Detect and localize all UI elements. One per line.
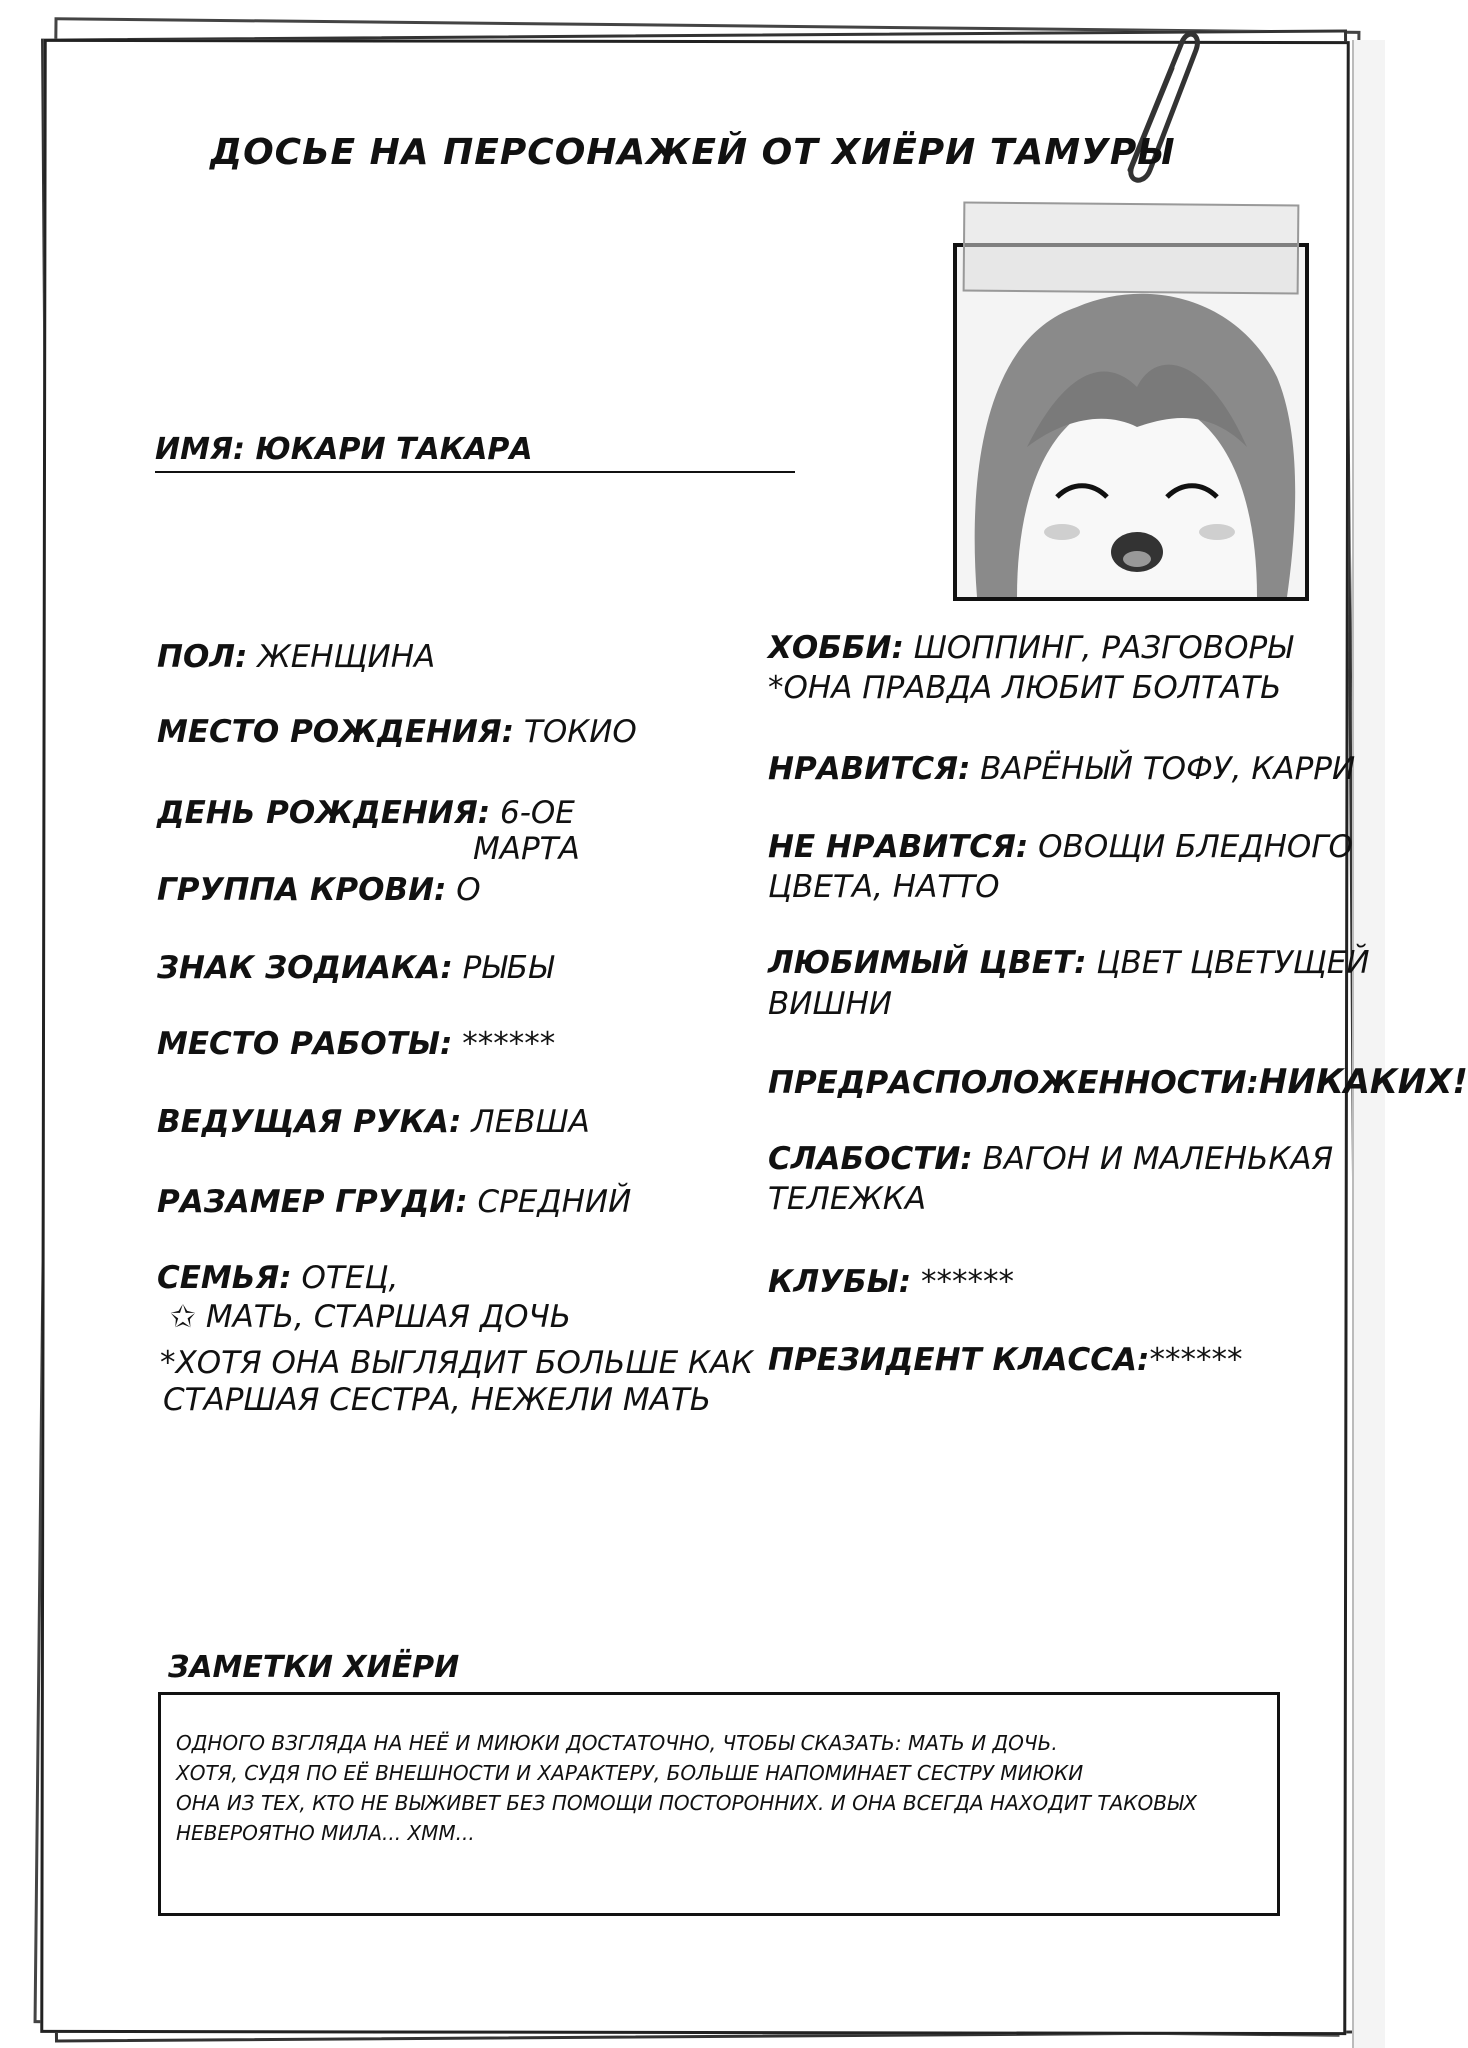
field-dislikes-cont: ЦВЕТА, НАТТО xyxy=(768,869,1000,905)
field-predisposition: ПРЕДРАСПОЛОЖЕННОСТИ:НИКАКИХ! xyxy=(768,1062,1468,1102)
name-field: ИМЯ: ЮКАРИ ТАКАРА xyxy=(155,432,795,473)
field-zodiac: ЗНАК ЗОДИАКА: РЫБЫ xyxy=(157,950,554,986)
field-hobby-note: *ОНА ПРАВДА ЛЮБИТ БОЛТАТЬ xyxy=(768,670,1282,706)
field-work: МЕСТО РАБОТЫ: ****** xyxy=(157,1026,556,1062)
notes-line: ОНА ИЗ ТЕХ, КТО НЕ ВЫЖИВЕТ БЕЗ ПОМОЩИ ПОСТОРОННИХ. И ОНА ВСЕГДА НАХОДИТ ТАКОВЫХ xyxy=(176,1791,1197,1815)
field-gender: ПОЛ: ЖЕНЩИНА xyxy=(157,639,436,675)
field-birthday-cont: МАРТА xyxy=(473,831,580,867)
field-hobby: ХОББИ: ШОППИНГ, РАЗГОВОРЫ xyxy=(768,630,1293,666)
field-likes: НРАВИТСЯ: ВАРЁНЫЙ ТОФУ, КАРРИ xyxy=(768,751,1356,787)
field-birthday: ДЕНЬ РОЖДЕНИЯ: 6-ОЕ xyxy=(157,795,575,831)
field-breast: РАЗАМЕР ГРУДИ: СРЕДНИЙ xyxy=(157,1184,632,1220)
field-birthplace: МЕСТО РОЖДЕНИЯ: ТОКИО xyxy=(157,714,637,750)
notes-heading: ЗАМЕТКИ ХИЁРИ xyxy=(168,1650,460,1685)
field-president: ПРЕЗИДЕНТ КЛАССА:****** xyxy=(768,1342,1243,1378)
field-color: ЛЮБИМЫЙ ЦВЕТ: ЦВЕТ ЦВЕТУЩЕЙ xyxy=(768,945,1370,981)
field-dislikes: НЕ НРАВИТСЯ: ОВОЩИ БЛЕДНОГО xyxy=(768,829,1353,865)
field-clubs: КЛУБЫ: ****** xyxy=(768,1264,1014,1300)
notes-line: ХОТЯ, СУДЯ ПО ЕЁ ВНЕШНОСТИ И ХАРАКТЕРУ, БОЛЬШЕ НАПОМИНАЕТ СЕСТРУ МИЮКИ xyxy=(176,1761,1084,1785)
field-family: СЕМЬЯ: ОТЕЦ, xyxy=(157,1260,399,1296)
field-weakness: СЛАБОСТИ: ВАГОН И МАЛЕНЬКАЯ xyxy=(768,1141,1334,1177)
star-icon: ✩ xyxy=(170,1299,196,1335)
tape-strip xyxy=(963,202,1300,295)
character-portrait xyxy=(953,243,1309,601)
field-family-note2: СТАРШАЯ СЕСТРА, НЕЖЕЛИ МАТЬ xyxy=(163,1382,712,1418)
field-color-cont: ВИШНИ xyxy=(768,986,893,1022)
field-weakness-cont: ТЕЛЕЖКА xyxy=(768,1181,927,1217)
notes-line: НЕВЕРОЯТНО МИЛА... ХММ... xyxy=(176,1821,475,1845)
field-hand: ВЕДУЩАЯ РУКА: ЛЕВША xyxy=(157,1104,590,1140)
binding-edge xyxy=(1352,40,1385,2048)
field-family-note1: *ХОТЯ ОНА ВЫГЛЯДИТ БОЛЬШЕ КАК xyxy=(160,1345,754,1381)
page-title: ДОСЬЕ НА ПЕРСОНАЖЕЙ ОТ ХИЁРИ ТАМУРЫ xyxy=(210,132,1176,173)
chibi-face-image xyxy=(957,247,1305,597)
field-family-line2: ✩ МАТЬ, СТАРШАЯ ДОЧЬ xyxy=(170,1299,572,1335)
notes-box xyxy=(158,1692,1280,1916)
field-blood: ГРУППА КРОВИ: О xyxy=(157,872,481,908)
notes-line: ОДНОГО ВЗГЛЯДА НА НЕЁ И МИЮКИ ДОСТАТОЧНО, ЧТОБЫ СКАЗАТЬ: МАТЬ И ДОЧЬ. xyxy=(176,1731,1058,1755)
